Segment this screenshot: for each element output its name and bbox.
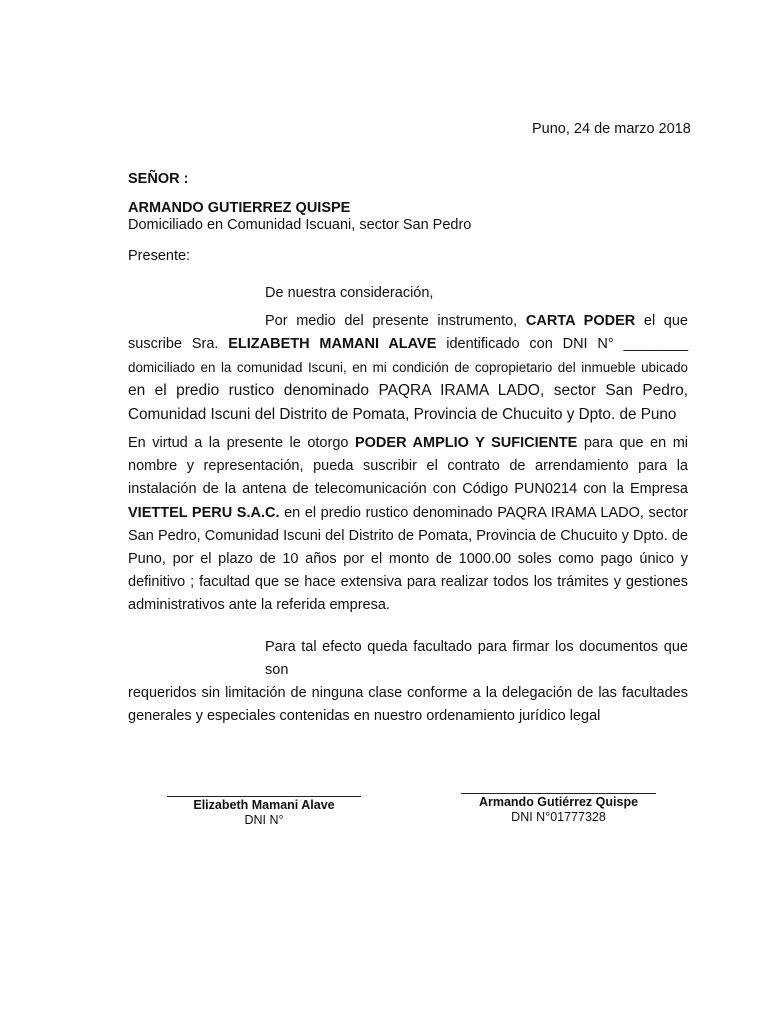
paragraph-1-line-1: Por medio del presente instrumento, CARTA PODER el que [265,313,688,329]
presente-label: Presente: [128,248,191,264]
signature-dni-right: DNI N°01777328 [511,810,606,824]
paragraph-1-line-5: Comunidad Iscuni del Distrito de Pomata, Provincia de Chucuito y Dpto. de Puno [128,406,677,423]
paragraph-3-line-1: Para tal efecto queda facultado para firmar los documentos que son [265,639,688,678]
recipient-name: ARMANDO GUTIERREZ QUISPE [128,200,351,216]
signature-dni-left: DNI N° [244,813,284,827]
date-line: Puno, 24 de marzo 2018 [532,121,691,137]
paragraph-3-rest: requeridos sin limitación de ninguna clase conforme a la delegación de las facultades generales y especiales contenidas en nuestro ordenamiento jurídico legal [128,685,688,724]
signature-name-left: Elizabeth Mamani Alave [193,798,335,812]
paragraph-1-line-4: en el predio rustico denominado PAQRA IRAMA LADO, sector San Pedro, [128,382,688,399]
signature-name-right: Armando Gutiérrez Quispe [478,795,639,809]
paragraph-3 [128,636,688,728]
paragraph-1-line-3: domiciliado en la comunidad Iscuni, en mi condición de copropietario del inmueble ubicado [128,360,688,375]
greeting: De nuestra consideración, [265,285,434,301]
signature-line-left [167,796,361,797]
salutation: SEÑOR : [128,171,189,187]
recipient-address: Domiciliado en Comunidad Iscuani, sector San Pedro [128,217,472,233]
paragraph-1 [128,310,688,427]
signature-line-right [461,793,656,794]
paragraph-2: En virtud a la presente le otorgo PODER AMPLIO Y SUFICIENTE para que en mi nombre y representación, pueda suscribir el contrato de arrendamiento para la instalación de la antena de telecomunicación con Código PUN0214 con la Empresa VIETTEL PERU S.A.C. en el predio rustico denominado PAQRA IRAMA LADO, sector San Pedro, Comunidad Iscuni del Distrito de Pomata, Provincia de Chucuito y Dpto. de Puno, por el plazo de 10 años por el monto de 1000.00 soles como pago único y definitivo ; facultad que se hace extensiva para realizar todos los trámites y gestiones administrativos ante la referida empresa. [128,435,689,614]
paragraph-1-line-2: suscribe Sra. ELIZABETH MAMANI ALAVE identificado con DNI N° ________ [128,336,689,352]
